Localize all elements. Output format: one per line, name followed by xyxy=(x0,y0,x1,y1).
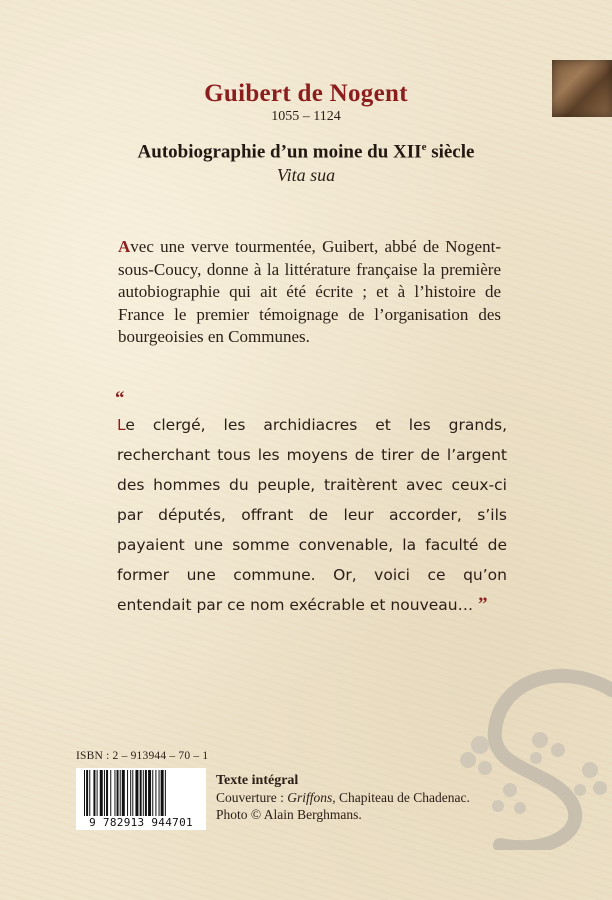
description-dropcap: A xyxy=(118,237,131,256)
book-subtitle: Vita sua xyxy=(276,165,336,186)
barcode-bar xyxy=(140,770,142,816)
barcode-bar xyxy=(145,770,147,816)
description-text: vec une verve tourmentée, Guibert, abbé de Nogent-sous-Coucy, donne à la littérature française la première autobiographie qui ait été écrite ; et à l’histoire de France le premier témoignage de l’organisation des bourgeoisies en Communes. xyxy=(118,237,501,346)
barcode-bar xyxy=(86,770,88,816)
barcode-bar xyxy=(104,770,105,816)
barcode-bar xyxy=(97,770,98,816)
barcode-bar xyxy=(122,770,125,816)
credits-cover xyxy=(216,789,470,806)
barcode-bar xyxy=(120,770,121,816)
barcode-bar xyxy=(143,770,144,816)
quote-first-letter: L xyxy=(117,416,126,434)
book-title-superscript: e xyxy=(421,141,427,153)
barcode-bar xyxy=(106,770,108,816)
quote-text: e clergé, les archidiacres et les grands, recherchant tous les moyens de tirer de l’argent des hommes du peuple, traitèrent avec ceux-ci par députés, offrant de leur accorder, s’ils payaient une somme convenable, la faculté de former une commune. Or, voici ce qu’on entendait par ce nom exécrable et nouveau… xyxy=(117,416,507,614)
barcode-digits: 9 782913 944701 xyxy=(89,816,193,829)
credits xyxy=(216,772,470,823)
barcode-bar xyxy=(130,770,131,816)
author-name: Guibert de Nogent xyxy=(204,80,408,107)
book-title-main: Autobiographie d’un moine du XII xyxy=(137,141,422,163)
author-dates: 1055 – 1124 xyxy=(271,109,341,124)
credits-cover-title: Griffons xyxy=(287,790,333,805)
barcode-bar xyxy=(161,770,164,816)
barcode-bar xyxy=(127,770,128,816)
barcode-bar xyxy=(89,770,90,816)
header xyxy=(0,80,612,186)
quote-block xyxy=(115,388,507,620)
quote-close-mark: ” xyxy=(478,594,488,615)
barcode-bar xyxy=(132,770,133,816)
barcode xyxy=(76,768,206,830)
barcode-bars xyxy=(84,770,198,816)
barcode-bar xyxy=(93,770,95,816)
barcode-bar xyxy=(152,770,153,816)
barcode-bar xyxy=(155,770,156,816)
barcode-bar xyxy=(117,770,119,816)
barcode-bar xyxy=(114,770,115,816)
barcode-bar xyxy=(84,770,85,816)
barcode-bar xyxy=(165,770,166,816)
credits-cover-rest: , Chapiteau de Chadenac. xyxy=(332,790,470,805)
barcode-bar xyxy=(159,770,160,816)
isbn-number: ISBN : 2 – 913944 – 70 – 1 xyxy=(76,750,209,762)
credits-photo: Photo © Alain Berghmans. xyxy=(216,807,362,822)
credits-edition: Texte intégral xyxy=(216,773,299,788)
barcode-bar xyxy=(100,770,103,816)
quote-open-mark: “ xyxy=(115,388,125,409)
book-title xyxy=(0,141,612,163)
barcode-bar xyxy=(148,770,151,816)
description-paragraph xyxy=(118,236,501,349)
credits-cover-prefix: Couverture : xyxy=(216,790,288,805)
barcode-bar xyxy=(135,770,138,816)
book-title-end: siècle xyxy=(426,141,475,163)
quote-body xyxy=(117,410,507,620)
barcode-bar xyxy=(110,770,111,816)
